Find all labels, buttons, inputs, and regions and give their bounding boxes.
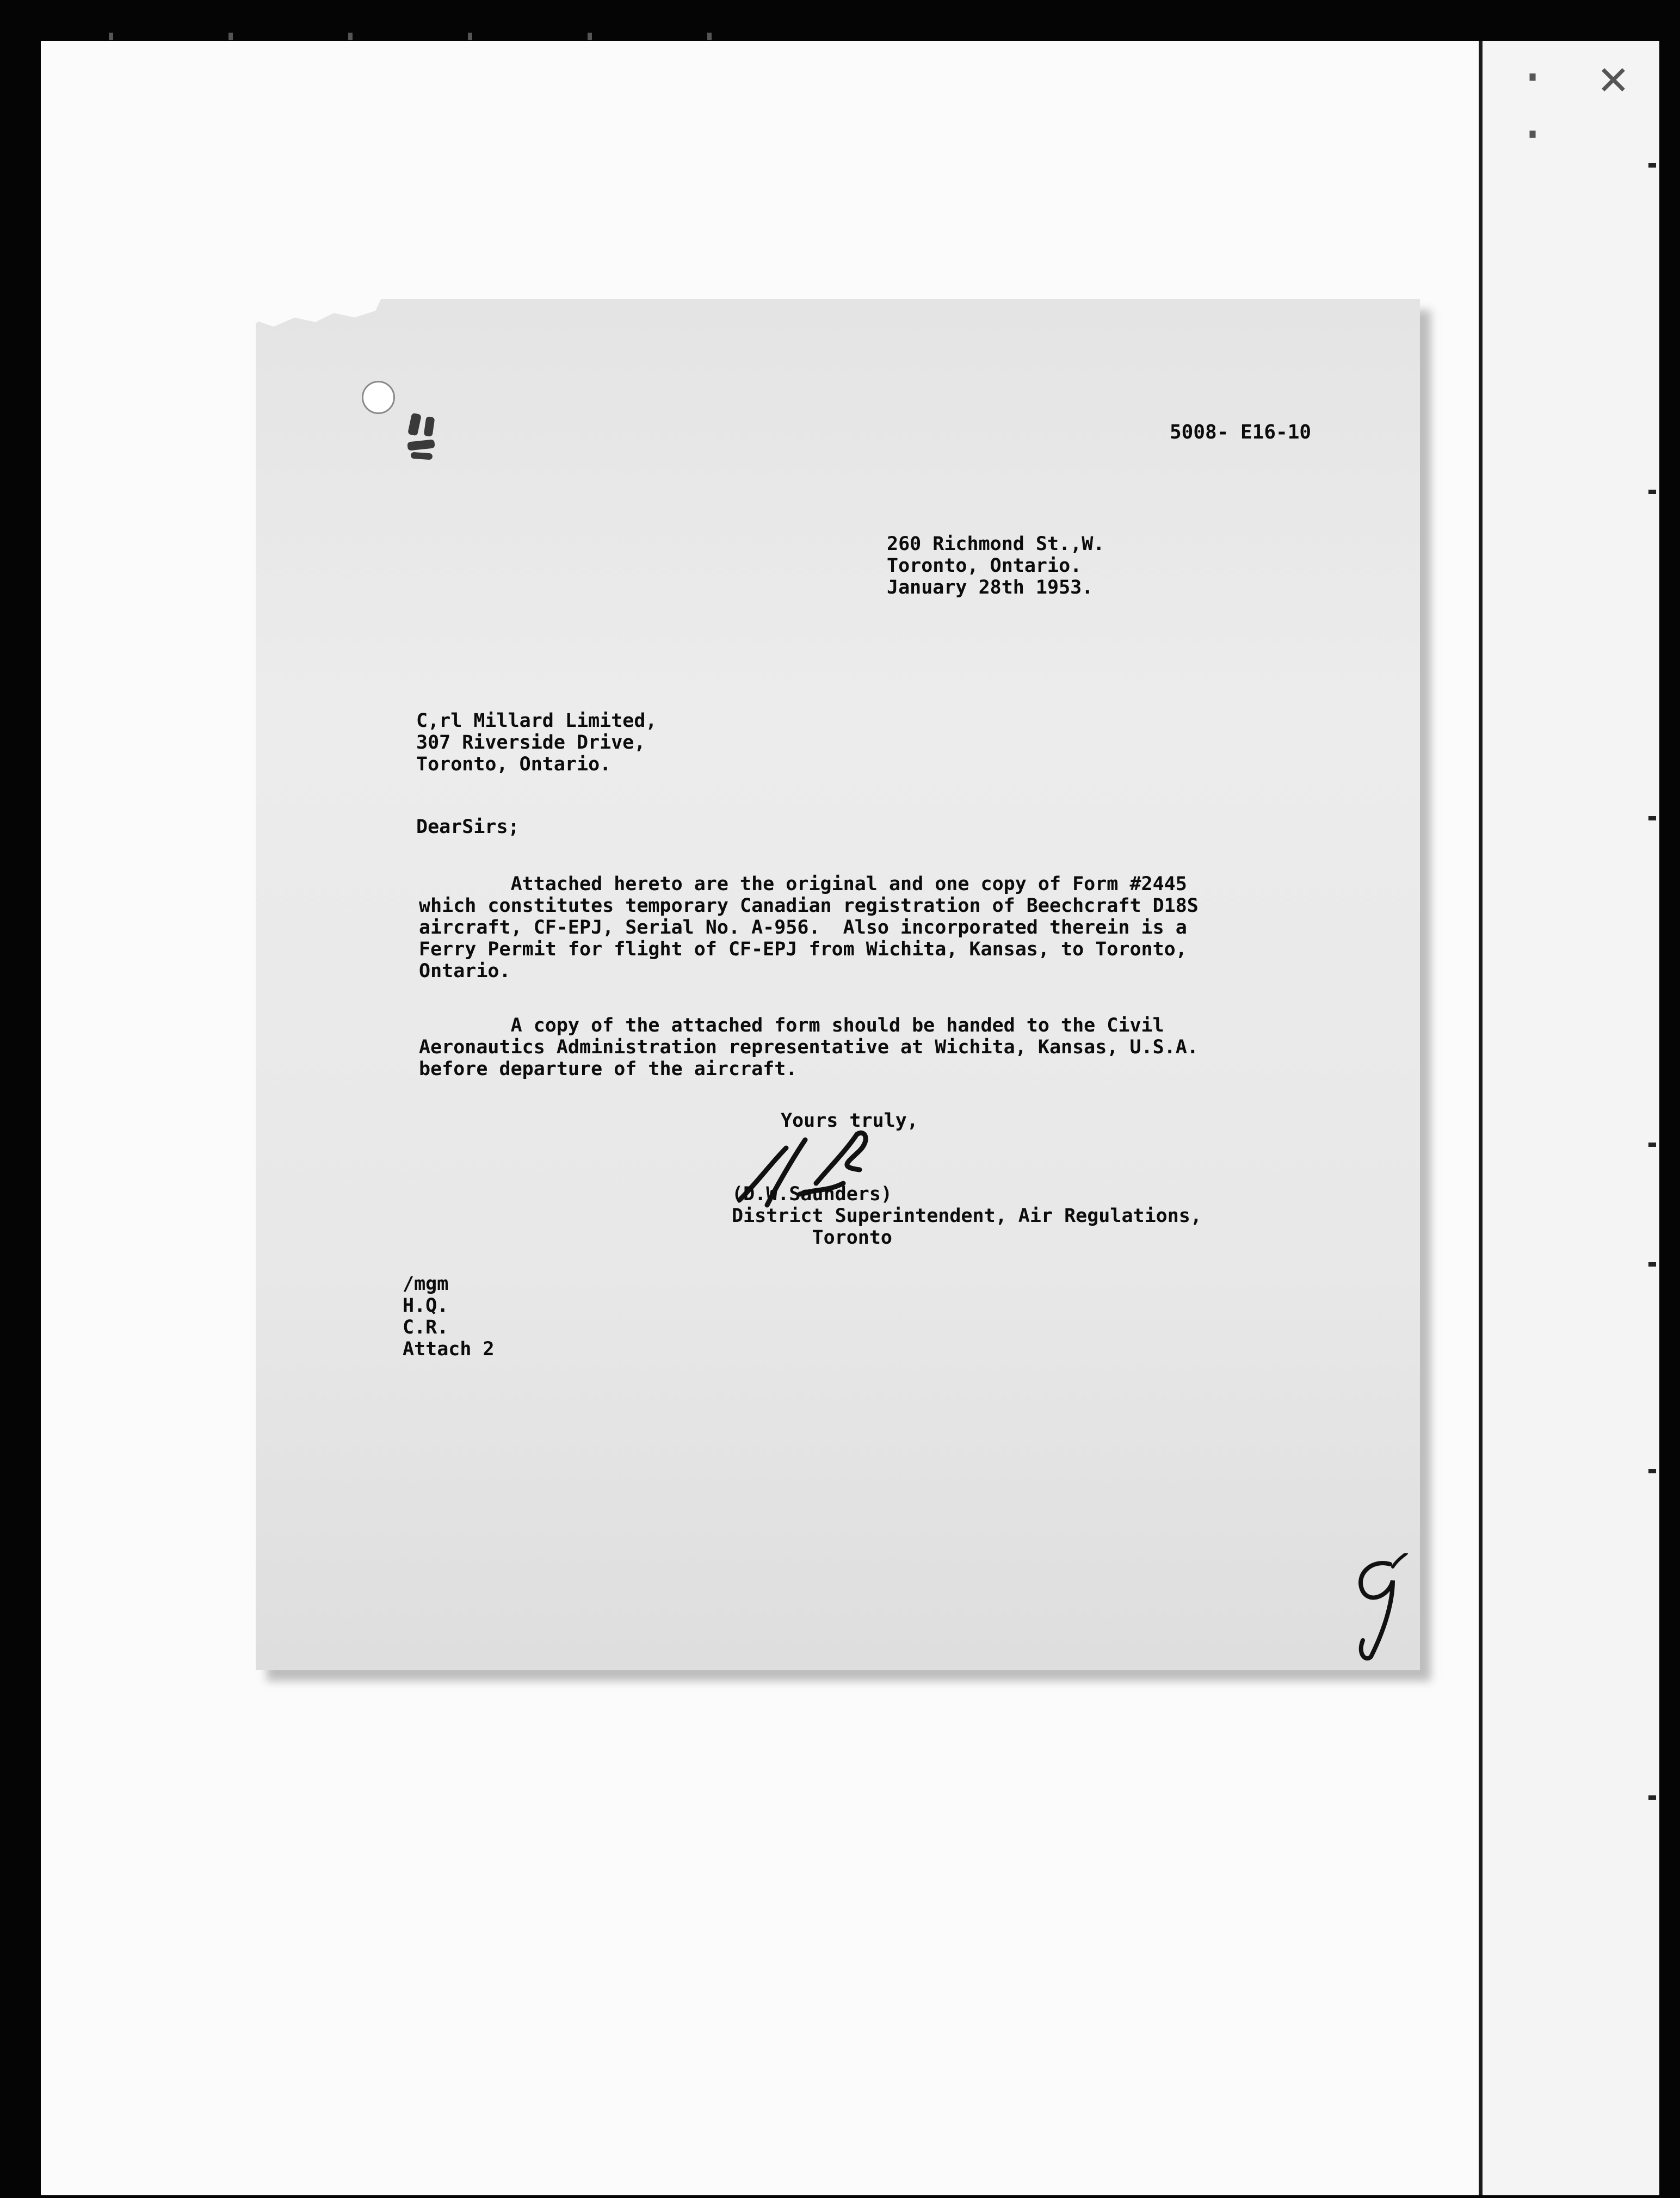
recipient-address <box>416 710 657 775</box>
distribution-notes <box>403 1273 495 1360</box>
body-line: Ferry Permit for flight of CF-EPJ from Wichita, Kansas, to Toronto, <box>419 939 1187 960</box>
address-line: Toronto, Ontario. <box>887 555 1082 577</box>
address-line: 260 Richmond St.,W. <box>887 533 1105 555</box>
signature-block <box>732 1183 1202 1249</box>
cc-line: C.R. <box>403 1317 449 1338</box>
recipient-line: 307 Riverside Drive, <box>416 732 646 754</box>
mount-fold-line <box>1479 41 1483 2195</box>
cc-line: /mgm <box>403 1273 449 1295</box>
frame-ticks-right <box>1648 0 1659 2198</box>
punch-hole <box>362 381 395 414</box>
body-line: aircraft, CF-EPJ, Serial No. A-956. Also incorporated therein is a <box>419 917 1187 939</box>
body-line: A copy of the attached form should be handed to the Civil <box>419 1015 1164 1036</box>
sender-address <box>887 533 1104 598</box>
signer-name: (D.W.Saunders) <box>732 1183 893 1205</box>
closing: Yours truly, <box>781 1110 918 1132</box>
cc-line: H.Q. <box>403 1295 449 1317</box>
body-paragraph-2 <box>419 1015 1199 1080</box>
cc-line: Attach 2 <box>403 1338 495 1360</box>
letter-page <box>256 299 1420 1670</box>
body-line: before departure of the aircraft. <box>419 1058 798 1080</box>
recipient-line: Toronto, Ontario. <box>416 754 612 775</box>
signer-location: Toronto <box>732 1227 893 1249</box>
handwritten-page-mark <box>1338 1553 1409 1662</box>
file-reference: 5008- E16-10 <box>1170 421 1312 443</box>
mount-right-panel <box>1483 41 1659 2195</box>
letter-date: January 28th 1953. <box>887 577 1094 598</box>
salutation: DearSirs; <box>416 816 520 838</box>
staple-marks <box>405 413 443 462</box>
mount-corner-mark: · ✕ · <box>1518 49 1639 163</box>
body-line: Aeronautics Administration representative at Wichita, Kansas, U.S.A. <box>419 1036 1199 1058</box>
recipient-line: C,rl Millard Limited, <box>416 710 657 732</box>
signer-title: District Superintendent, Air Regulations, <box>732 1205 1202 1227</box>
body-line: which constitutes temporary Canadian registration of Beechcraft D18S <box>419 895 1199 917</box>
torn-corner <box>250 299 381 337</box>
body-line: Attached hereto are the original and one copy of Form #2445 <box>419 873 1187 895</box>
body-line: Ontario. <box>419 960 511 982</box>
body-paragraph-1 <box>419 873 1199 982</box>
